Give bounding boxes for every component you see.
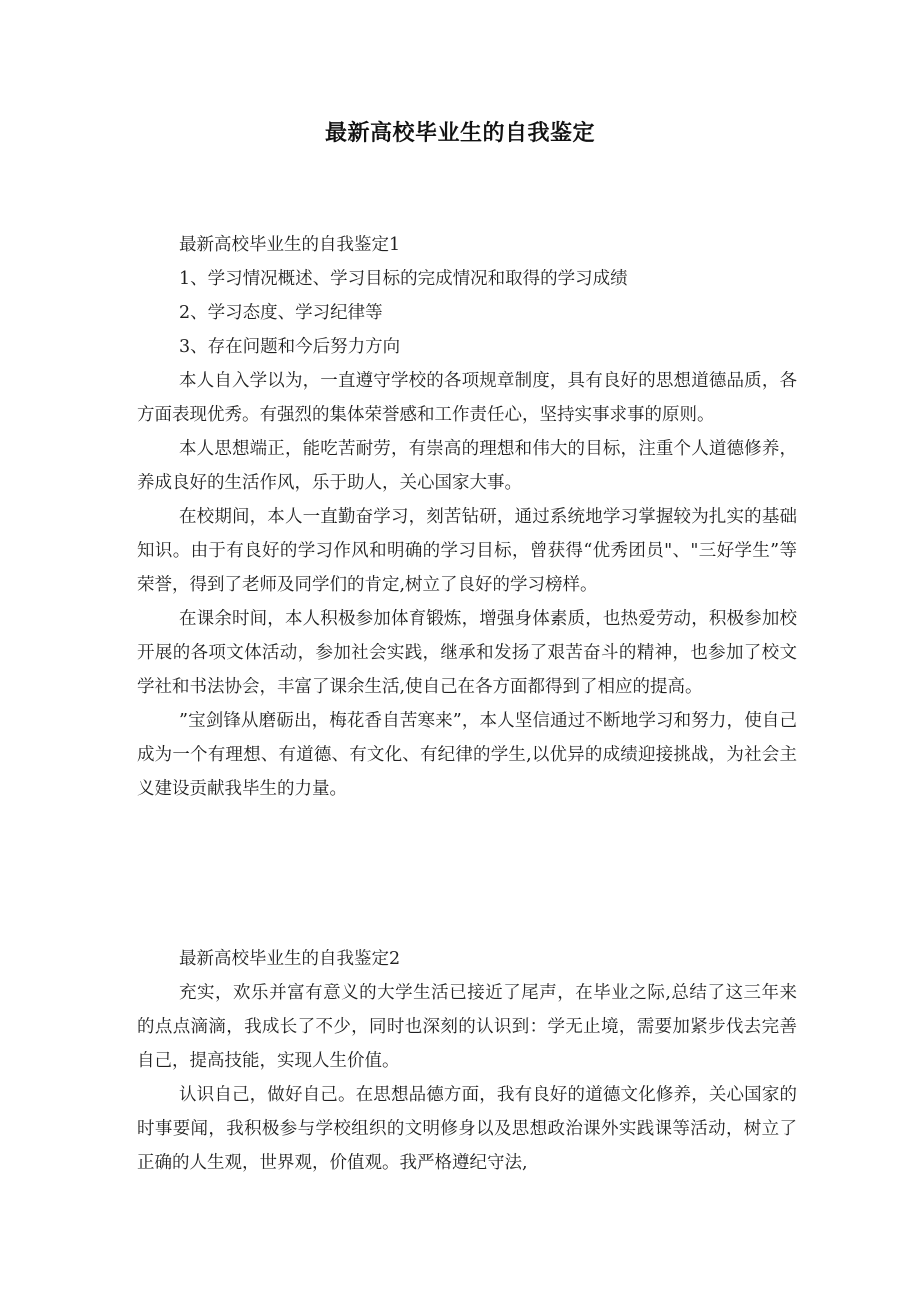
paragraph: ”宝剑锋从磨砺出，梅花香自苦寒来”，本人坚信通过不断地学习和努力，使自己成为一个有理想、有道德、有文化、有纪律的学生,以优异的成绩迎接挑战，为社会主义建设贡献我毕生的力量。	[137, 711, 797, 799]
paragraph: 认识自己，做好自己。在思想品德方面，我有良好的道德文化修养，关心国家的时事要闻，我积极参与学校组织的文明修身以及思想政治课外实践课等活动，树立了正确的人生观，世界观，价值观。我严格遵纪守法,	[137, 1085, 797, 1173]
paragraph: 充实，欢乐并富有意义的大学生活已接近了尾声，在毕业之际,总结了这三年来的点点滴滴，我成长了不少，同时也深刻的认识到：学无止境，需要加紧步伐去完善自己，提高技能，实现人生价值。	[137, 983, 797, 1071]
section-heading: 最新高校毕业生的自我鉴定2	[179, 949, 401, 969]
list-item: 3、存在问题和今后努力方向	[179, 337, 401, 357]
section-2	[137, 942, 797, 1180]
document-title: 最新高校毕业生的自我鉴定	[324, 121, 595, 146]
section-heading: 最新高校毕业生的自我鉴定1	[179, 235, 401, 255]
paragraph: 在校期间，本人一直勤奋学习，刻苦钻研，通过系统地学习掌握较为扎实的基础知识。由于有良好的学习作风和明确的学习目标，曾获得“优秀团员"、"三好学生”等荣誉，得到了老师及同学们的肯定,树立了良好的学习榜样。	[137, 507, 797, 595]
paragraph: 本人思想端正，能吃苦耐劳，有崇高的理想和伟大的目标，注重个人道德修养，养成良好的生活作风，乐于助人，关心国家大事。	[137, 439, 797, 493]
list-item: 2、学习态度、学习纪律等	[179, 303, 383, 323]
paragraph: 本人自入学以为，一直遵守学校的各项规章制度，具有良好的思想道德品质，各方面表现优秀。有强烈的集体荣誉感和工作责任心，坚持实事求事的原则。	[137, 371, 797, 425]
paragraph: 在课余时间，本人积极参加体育锻炼，增强身体素质，也热爱劳动，积极参加校开展的各项文体活动，参加社会实践，继承和发扬了艰苦奋斗的精神，也参加了校文学社和书法协会，丰富了课余生活,使自己在各方面都得到了相应的提高。	[137, 609, 797, 697]
section-1	[137, 228, 797, 806]
list-item: 1、学习情况概述、学习目标的完成情况和取得的学习成绩	[179, 269, 628, 289]
